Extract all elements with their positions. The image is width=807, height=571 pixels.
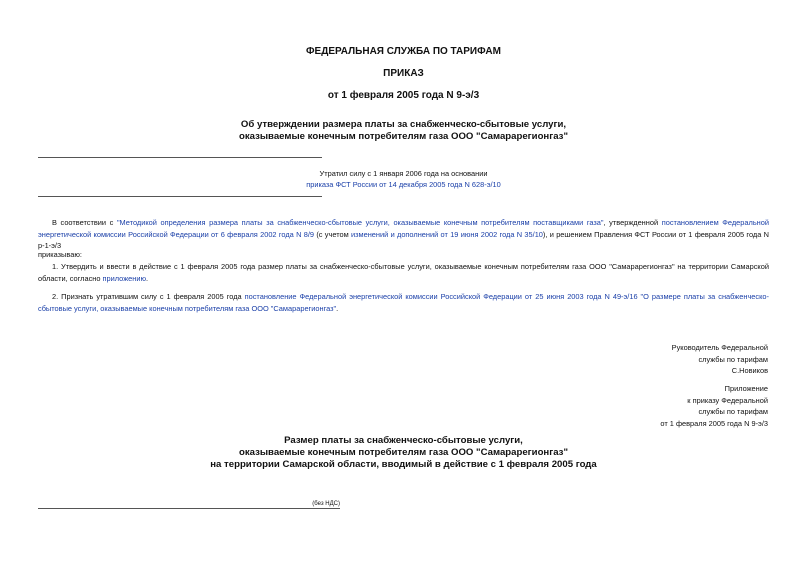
fek-resolution-link[interactable]: постановлением Федеральной энергетической комиссии Российской Федерации от 6 февраля 2002 года N 8/9 <box>38 218 769 239</box>
orders-word: приказываю: <box>38 250 82 259</box>
appendix-ref-line4: от 1 февраля 2005 года N 9-э/3 <box>660 418 768 428</box>
appendix-link[interactable]: приложению <box>102 273 147 283</box>
doc-type-heading: ПРИКАЗ <box>383 68 424 79</box>
doc-title-line1: Об утверждении размера платы за снабженческо-сбытовые услуги, <box>240 119 567 130</box>
separator-line-top <box>38 157 322 158</box>
appendix-title-line1: Размер платы за снабженческо-сбытовые услуги, <box>284 435 523 446</box>
item-2-end: . <box>336 303 339 313</box>
expired-note-link[interactable]: приказа ФСТ России от 14 декабря 2005 года N 628-э/10 <box>306 180 501 189</box>
expired-note-text: Утратил силу с 1 января 2006 года на основании <box>319 169 488 178</box>
separator-line-bottom <box>38 196 322 197</box>
repealed-resolution-link[interactable]: постановление Федеральной энергетической комиссии Российской Федерации от 25 июня 2003 года N 49-э/16 "О размере платы за снабженческо-сбытовые услуги, оказываемые конечным потребителям газа ООО "Самарарегионгаз" <box>38 292 769 313</box>
table-top-line <box>38 508 340 509</box>
doc-date-number: от 1 февраля 2005 года N 9-э/3 <box>327 90 480 101</box>
doc-title-line2: оказываемые конечным потребителям газа ООО "Самарарегионгаз" <box>238 131 568 142</box>
signature-block <box>672 342 768 377</box>
amendments-link[interactable]: изменений и дополнений от 19 июня 2002 года N 35/10 <box>351 229 543 239</box>
item-1-paragraph <box>38 261 769 284</box>
appendix-title-line2: оказываемые конечным потребителям газа ООО "Самарарегионгаз" <box>238 447 568 458</box>
preamble-text-1: В соответствии с <box>52 218 117 227</box>
vat-note: (без НДС) <box>312 501 340 507</box>
appendix-title <box>0 435 807 471</box>
appendix-ref-line3: службы по тарифам <box>698 407 768 416</box>
methodology-link[interactable]: "Методикой определения размера платы за снабженческо-сбытовые услуги, оказываемые конечным потребителям поставщиками газа" <box>116 218 604 227</box>
appendix-ref-line1: Приложение <box>724 384 768 393</box>
item-2-text: 2. Признать утратившим силу с 1 февраля 2005 года <box>52 292 245 301</box>
signature-line1: Руководитель Федеральной <box>671 343 768 352</box>
item-1-end: . <box>146 273 149 283</box>
preamble-text-2: , утвержденной <box>603 218 662 227</box>
signature-line2: службы по тарифам <box>698 354 768 364</box>
appendix-reference <box>660 383 768 429</box>
preamble-paragraph <box>38 217 769 252</box>
agency-heading: ФЕДЕРАЛЬНАЯ СЛУЖБА ПО ТАРИФАМ <box>306 46 501 57</box>
appendix-title-line3: на территории Самарской области, вводимый в действие с 1 февраля 2005 года <box>210 459 597 470</box>
preamble-text-3: (с учетом <box>314 229 352 239</box>
doc-title <box>0 119 807 143</box>
item-1-text: 1. Утвердить и ввести в действие с 1 февраля 2005 года размер платы за снабженческо-сбытовые услуги, оказываемые конечным потребителям газа ООО "Самарарегионгаз" на территории Самарской области, согласно <box>38 262 769 283</box>
signature-name: С.Новиков <box>731 366 768 375</box>
expired-note <box>0 168 807 190</box>
item-2-paragraph <box>38 291 769 314</box>
preamble-text-4: ), и решением Правления ФСТ России от 1 февраля 2005 года N р-1-э/3 <box>38 229 769 250</box>
appendix-ref-line2: к приказу Федеральной <box>687 395 768 405</box>
